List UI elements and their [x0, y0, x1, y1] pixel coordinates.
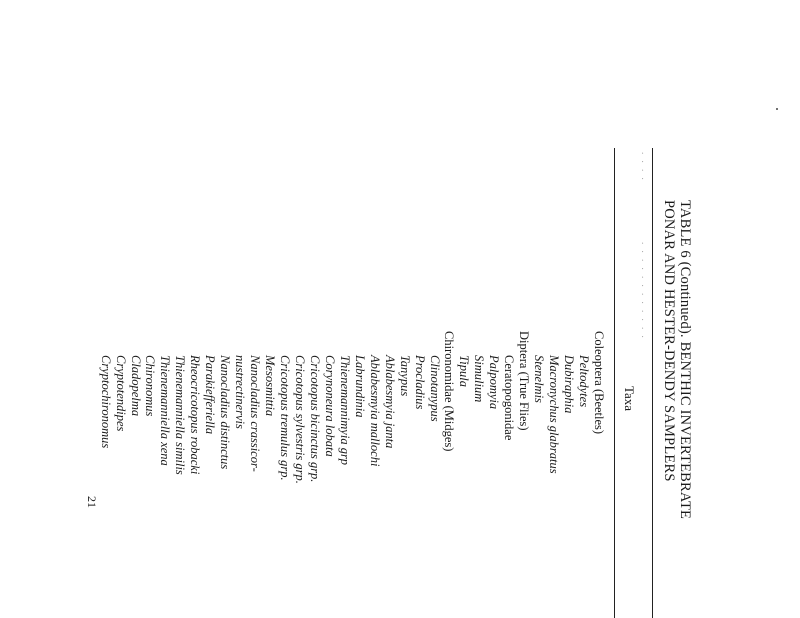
taxon-row: Cryptotendipes — [113, 355, 128, 432]
taxon-row: Corynoneura lobata — [322, 355, 337, 457]
taxon-row: nustrectinervis — [233, 355, 248, 429]
taxon-row: Mesosmittia — [263, 355, 278, 417]
taxon-row: Ablabesmyia janta — [382, 355, 397, 449]
taxon-row: Palpomyia — [487, 355, 502, 410]
top-rule — [652, 148, 653, 618]
taxon-row: Thienemannimyia grp — [337, 355, 352, 466]
taxon-row: Dubiraphia — [562, 355, 577, 414]
taxon-row: Cryptochironomus — [98, 355, 113, 449]
taxon-row: Diptera (True Flies) — [517, 331, 532, 431]
taxon-row: Parakiefferiella — [203, 355, 218, 435]
taxon-row: Chironomus — [143, 355, 158, 417]
taxon-row: Thienemanniella similis — [173, 355, 188, 475]
taxon-row: Tanypus — [397, 355, 412, 397]
taxon-row: Coleoptera (Beetles) — [592, 331, 606, 435]
taxon-row: Clinotanypus — [427, 355, 442, 422]
taxon-row: Rheocricotopus robacki — [188, 355, 203, 475]
taxon-row: Thienemanniella xena — [158, 355, 173, 466]
taxon-row: Cricotopus bicinctus grp. — [307, 355, 322, 483]
taxon-row: Chironomidae (Midges) — [442, 331, 457, 452]
taxon-row: Labrundinia — [352, 355, 367, 418]
table-title-line-1: TABLE 6 (Continued). BENTHIC INVERTEBRATE — [677, 200, 693, 520]
taxon-row: Simulium — [472, 355, 487, 403]
taxa-column-header: Taxa — [622, 386, 637, 412]
taxon-row: Nanocladius crassicor- — [248, 355, 263, 472]
table-title-line-2: PONAR AND HESTER-DENDY SAMPLERS — [661, 200, 677, 482]
header-rule — [614, 148, 615, 618]
taxon-row: Cladopelma — [128, 355, 143, 417]
taxon-row: Peltodytes — [577, 355, 592, 408]
taxon-row: Cricotopus tremulus grp. — [278, 355, 293, 481]
taxon-row: Ceratopogonidae — [502, 355, 517, 441]
taxon-row: Cricotopus sylvestris grp. — [293, 355, 307, 484]
taxon-row: Macronychus glabratus — [547, 355, 562, 474]
taxon-row: Ablabesmyia mallochi — [367, 355, 382, 467]
taxon-row: Procladius — [412, 355, 427, 410]
taxon-row: Tipula — [457, 355, 472, 387]
taxon-row: Nanocladius distinctus — [218, 355, 233, 470]
rotated-document: TABLE 6 (Continued). BENTHIC INVERTEBRATE PONAR AND HESTER-DENDY SAMPLERS . . . . . . . . . . . . . . . . Taxa Coleoptera (Beetles) Peltodytes Dubiraphia Macronychus glabratus Stenelmis Diptera (True Flies) Ceratopogonidae Palpomyia Simulium Tipula Chironomidae (Midges) Clinotanypus Procladius Tanypus Ablabesmyia janta Ablabesmyia mallochi Labrundinia Thienemannimyia grp Corynoneura lobata Cricotopus bicinctus grp. Cricotopus sylvestris grp. Cricotopus tremulus grp. Mesosmittia Nanocladius crassicor- nustrectinervis Nanocladius distinctus Parakiefferiella Rheocricotopus robacki Thienemanniella similis Thienemanniella xena Chironomus Cladopelma Cryptotendipes Cryptochironomus 21 — [83, 112, 693, 612]
taxon-row: Stenelmis — [532, 355, 547, 403]
page-number: 21 — [85, 496, 99, 508]
